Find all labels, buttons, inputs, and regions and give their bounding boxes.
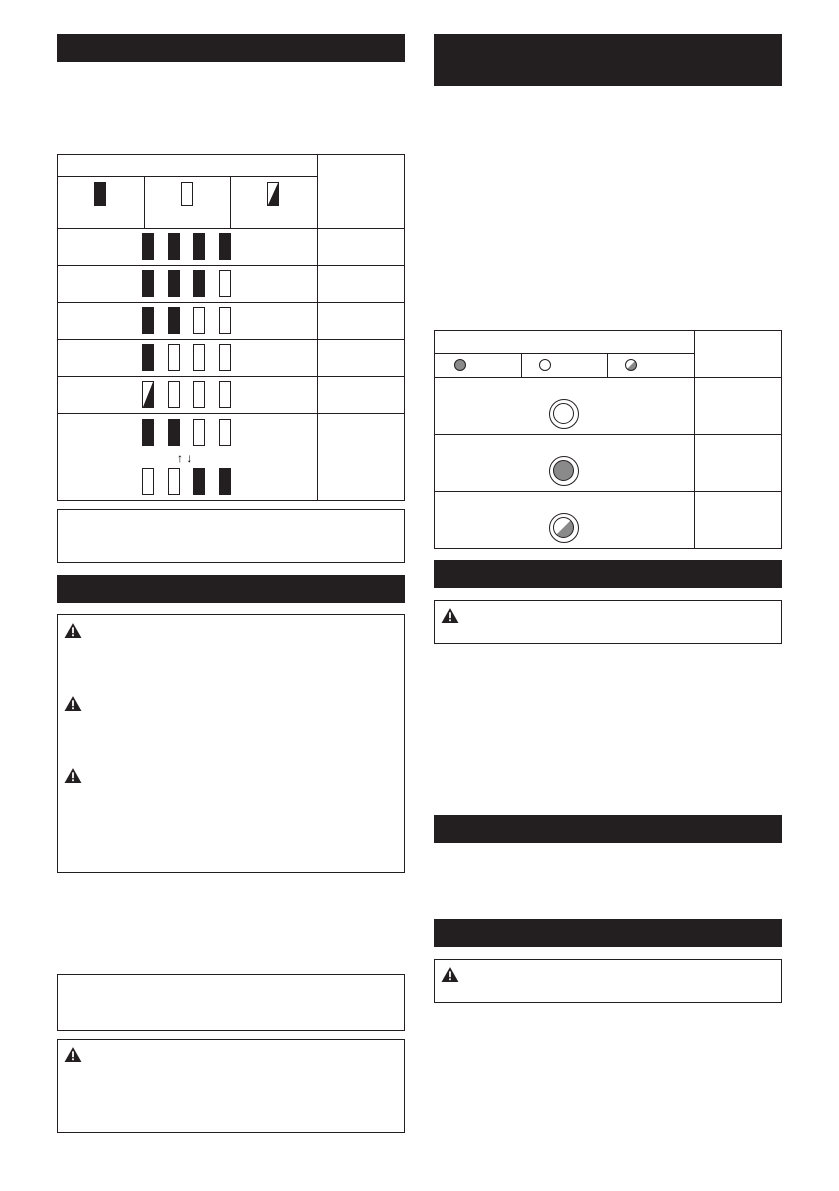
indicator-lamp-off-icon [549,399,579,429]
battery-segment-lit-icon [142,270,154,297]
table-divider [58,176,318,177]
table-divider [58,376,404,377]
warning-icon [64,767,82,784]
battery-segment-off-icon [168,468,180,495]
indicator-lamp-core [553,460,574,481]
section-header-bar-5 [434,815,782,843]
battery-segment-off-icon [219,270,231,297]
battery-capacity-table [57,154,405,501]
battery-segment-lit-icon [142,307,154,334]
battery-segment-lit-icon [142,233,154,260]
indicator-lamp-core [553,403,574,424]
battery-segment-lit-icon [219,233,231,260]
table-divider [58,302,404,303]
note-box-2 [57,974,405,1031]
section-header-bar-3 [434,34,782,86]
note-box-1 [57,509,405,563]
table-divider [317,155,318,500]
legend-lit-segment-icon [94,182,106,206]
battery-segment-lit-icon [168,270,180,297]
battery-segment-off-icon [219,419,231,446]
caution-box-1 [57,614,405,873]
battery-segment-lit-icon [168,419,180,446]
table-divider [230,176,231,228]
table-divider [58,265,404,266]
caution-box-3 [434,600,782,644]
indicator-lamp-blinking-icon [549,513,579,543]
battery-segment-lit-icon [193,233,205,260]
table-divider [694,331,695,548]
battery-segment-off-icon [193,344,205,371]
battery-segment-off-icon [219,344,231,371]
legend-lamp-blinking-icon [625,359,637,371]
table-divider [607,353,608,377]
alternating-arrows-icon: ↑ ↓ [177,451,193,465]
legend-lamp-off-icon [539,359,551,371]
battery-segment-lit-icon [142,344,154,371]
battery-segment-off-icon [193,381,205,408]
battery-segment-off-icon [168,381,180,408]
indicator-lamp-table [434,330,782,549]
table-divider [435,377,781,378]
battery-segment-off-icon [142,468,154,495]
warning-icon [64,622,82,639]
battery-segment-off-icon [219,381,231,408]
legend-lamp-on-icon [454,359,466,371]
battery-segment-off-icon [193,307,205,334]
battery-segment-off-icon [193,419,205,446]
warning-icon [441,966,459,983]
table-divider [144,176,145,228]
battery-segment-lit-icon [193,270,205,297]
table-divider [435,491,781,492]
indicator-lamp-core [553,517,574,538]
battery-segment-lit-icon [168,233,180,260]
table-divider [58,339,404,340]
warning-icon [64,695,82,712]
table-divider [435,353,695,354]
battery-segment-lit-icon [168,307,180,334]
battery-segment-lit-icon [193,468,205,495]
legend-off-segment-icon [181,182,193,206]
indicator-lamp-on-icon [549,456,579,486]
battery-segment-lit-icon [219,468,231,495]
caution-box-4 [434,959,782,1003]
battery-segment-blinking-icon [142,381,154,408]
section-header-bar-4 [434,560,782,588]
section-header-bar-2 [57,575,405,603]
table-divider [435,434,781,435]
section-header-bar-6 [434,919,782,947]
legend-blinking-segment-icon [267,182,279,206]
table-divider [58,228,404,229]
battery-segment-lit-icon [142,419,154,446]
warning-icon [64,1046,82,1063]
warning-icon [441,607,459,624]
table-divider [521,353,522,377]
table-divider [58,413,404,414]
battery-segment-off-icon [168,344,180,371]
battery-segment-off-icon [219,307,231,334]
caution-box-2 [57,1039,405,1133]
section-header-bar-1 [57,34,405,62]
